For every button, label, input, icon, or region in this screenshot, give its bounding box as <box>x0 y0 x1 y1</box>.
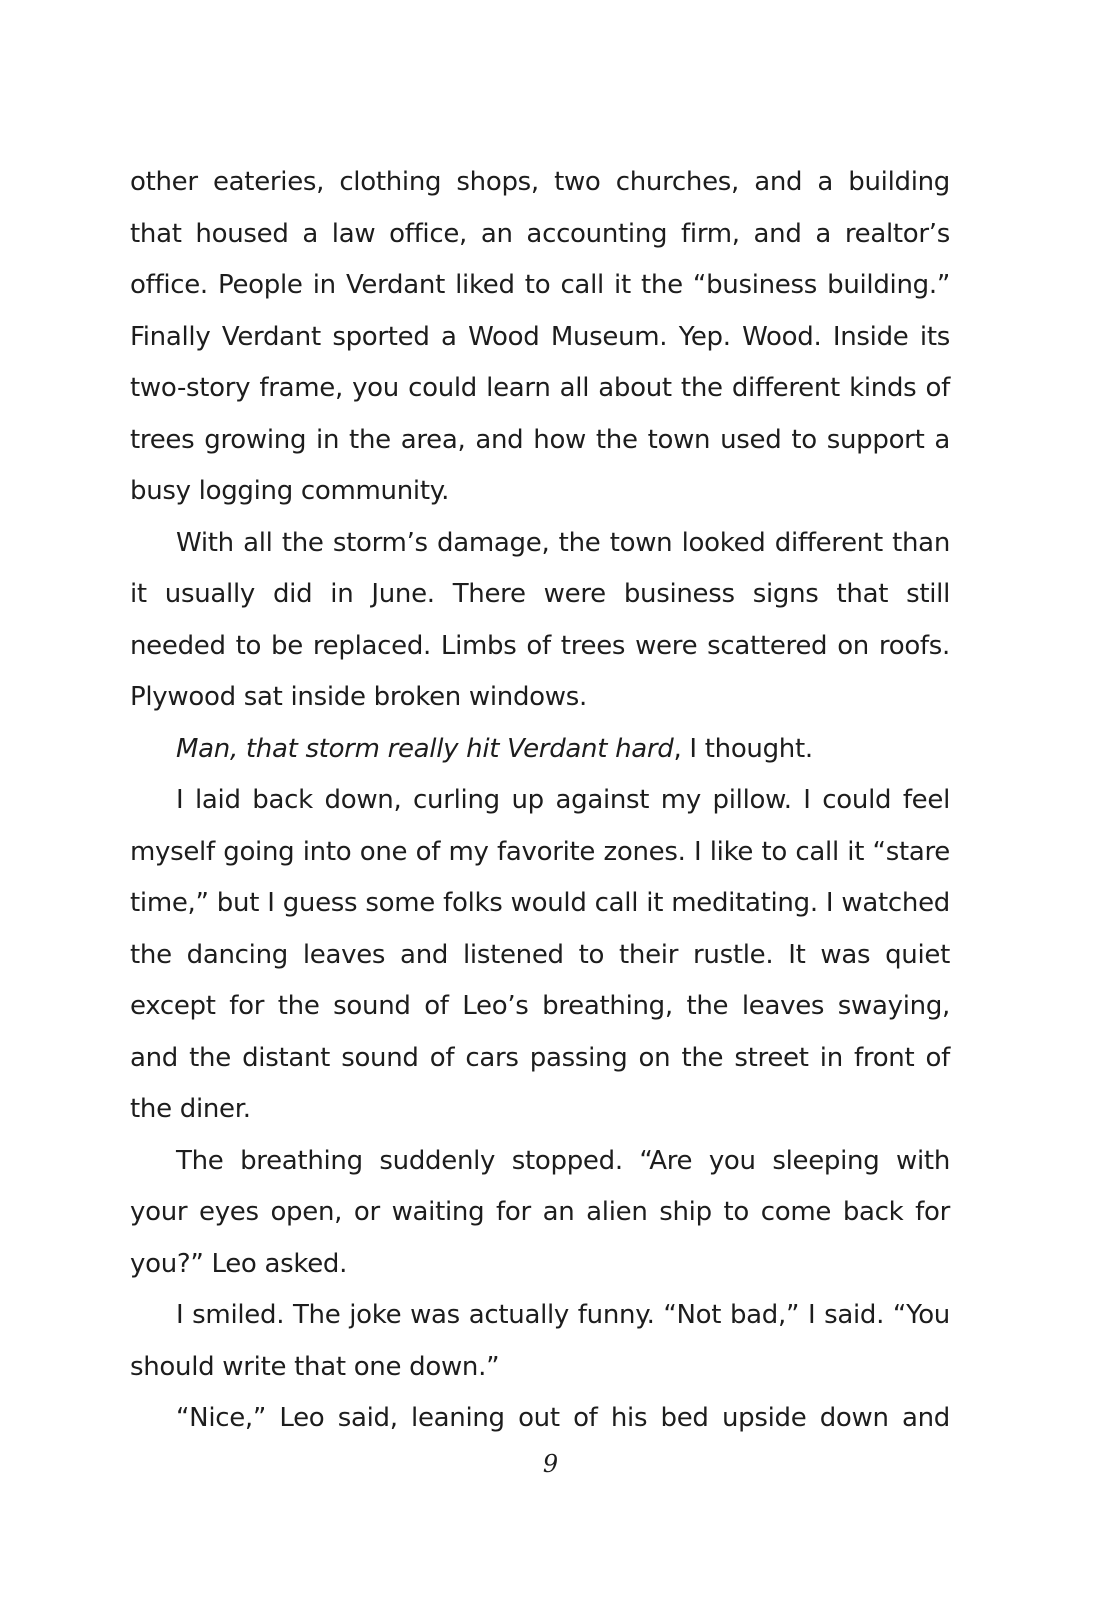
page-number: 9 <box>542 1450 559 1478</box>
paragraph-5: The breathing suddenly stopped. “Are you sleeping with your eyes open, or waiting for an alien ship to come back for you?” Leo asked. <box>130 1145 950 1279</box>
paragraph-2: With all the storm’s damage, the town looked different than it usually did in June. There were business signs that still needed to be replaced. Limbs of trees were scattered on roofs. Plywood sat inside broken windows. <box>130 527 950 712</box>
paragraph-6: I smiled. The joke was actually funny. “Not bad,” I said. “You should write that one down.” <box>130 1300 950 1382</box>
paragraph-7: “Nice,” Leo said, leaning out of his bed upside down and <box>176 1403 950 1433</box>
italic-thought: Man, that storm really hit Verdant hard <box>176 733 674 764</box>
paragraph-4: I laid back down, curling up against my pillow. I could feel myself going into one of my favorite zones. I like to call it “stare time,” but I guess some folks would call it meditating. I watched the dancing leaves and listened to their rustle. It was quiet except for the sound of Leo’s breathing, the leaves swaying, and the distant sound of cars passing on the street in front of the diner. <box>130 785 950 1124</box>
paragraph-3 <box>130 724 950 776</box>
paragraph-1: other eateries, clothing shops, two churches, and a building that housed a law office, an accounting firm, and a realtor’s office. People in Verdant liked to call it the “business building.” Finally Verdant sported a Wood Museum. Yep. Wood. Inside its two-story frame, you could learn all about the different kinds of trees growing in the area, and how the town used to support a busy logging community. <box>130 167 950 506</box>
paragraph-3-rest: , I thought. <box>673 733 813 764</box>
body-text <box>130 157 950 1445</box>
